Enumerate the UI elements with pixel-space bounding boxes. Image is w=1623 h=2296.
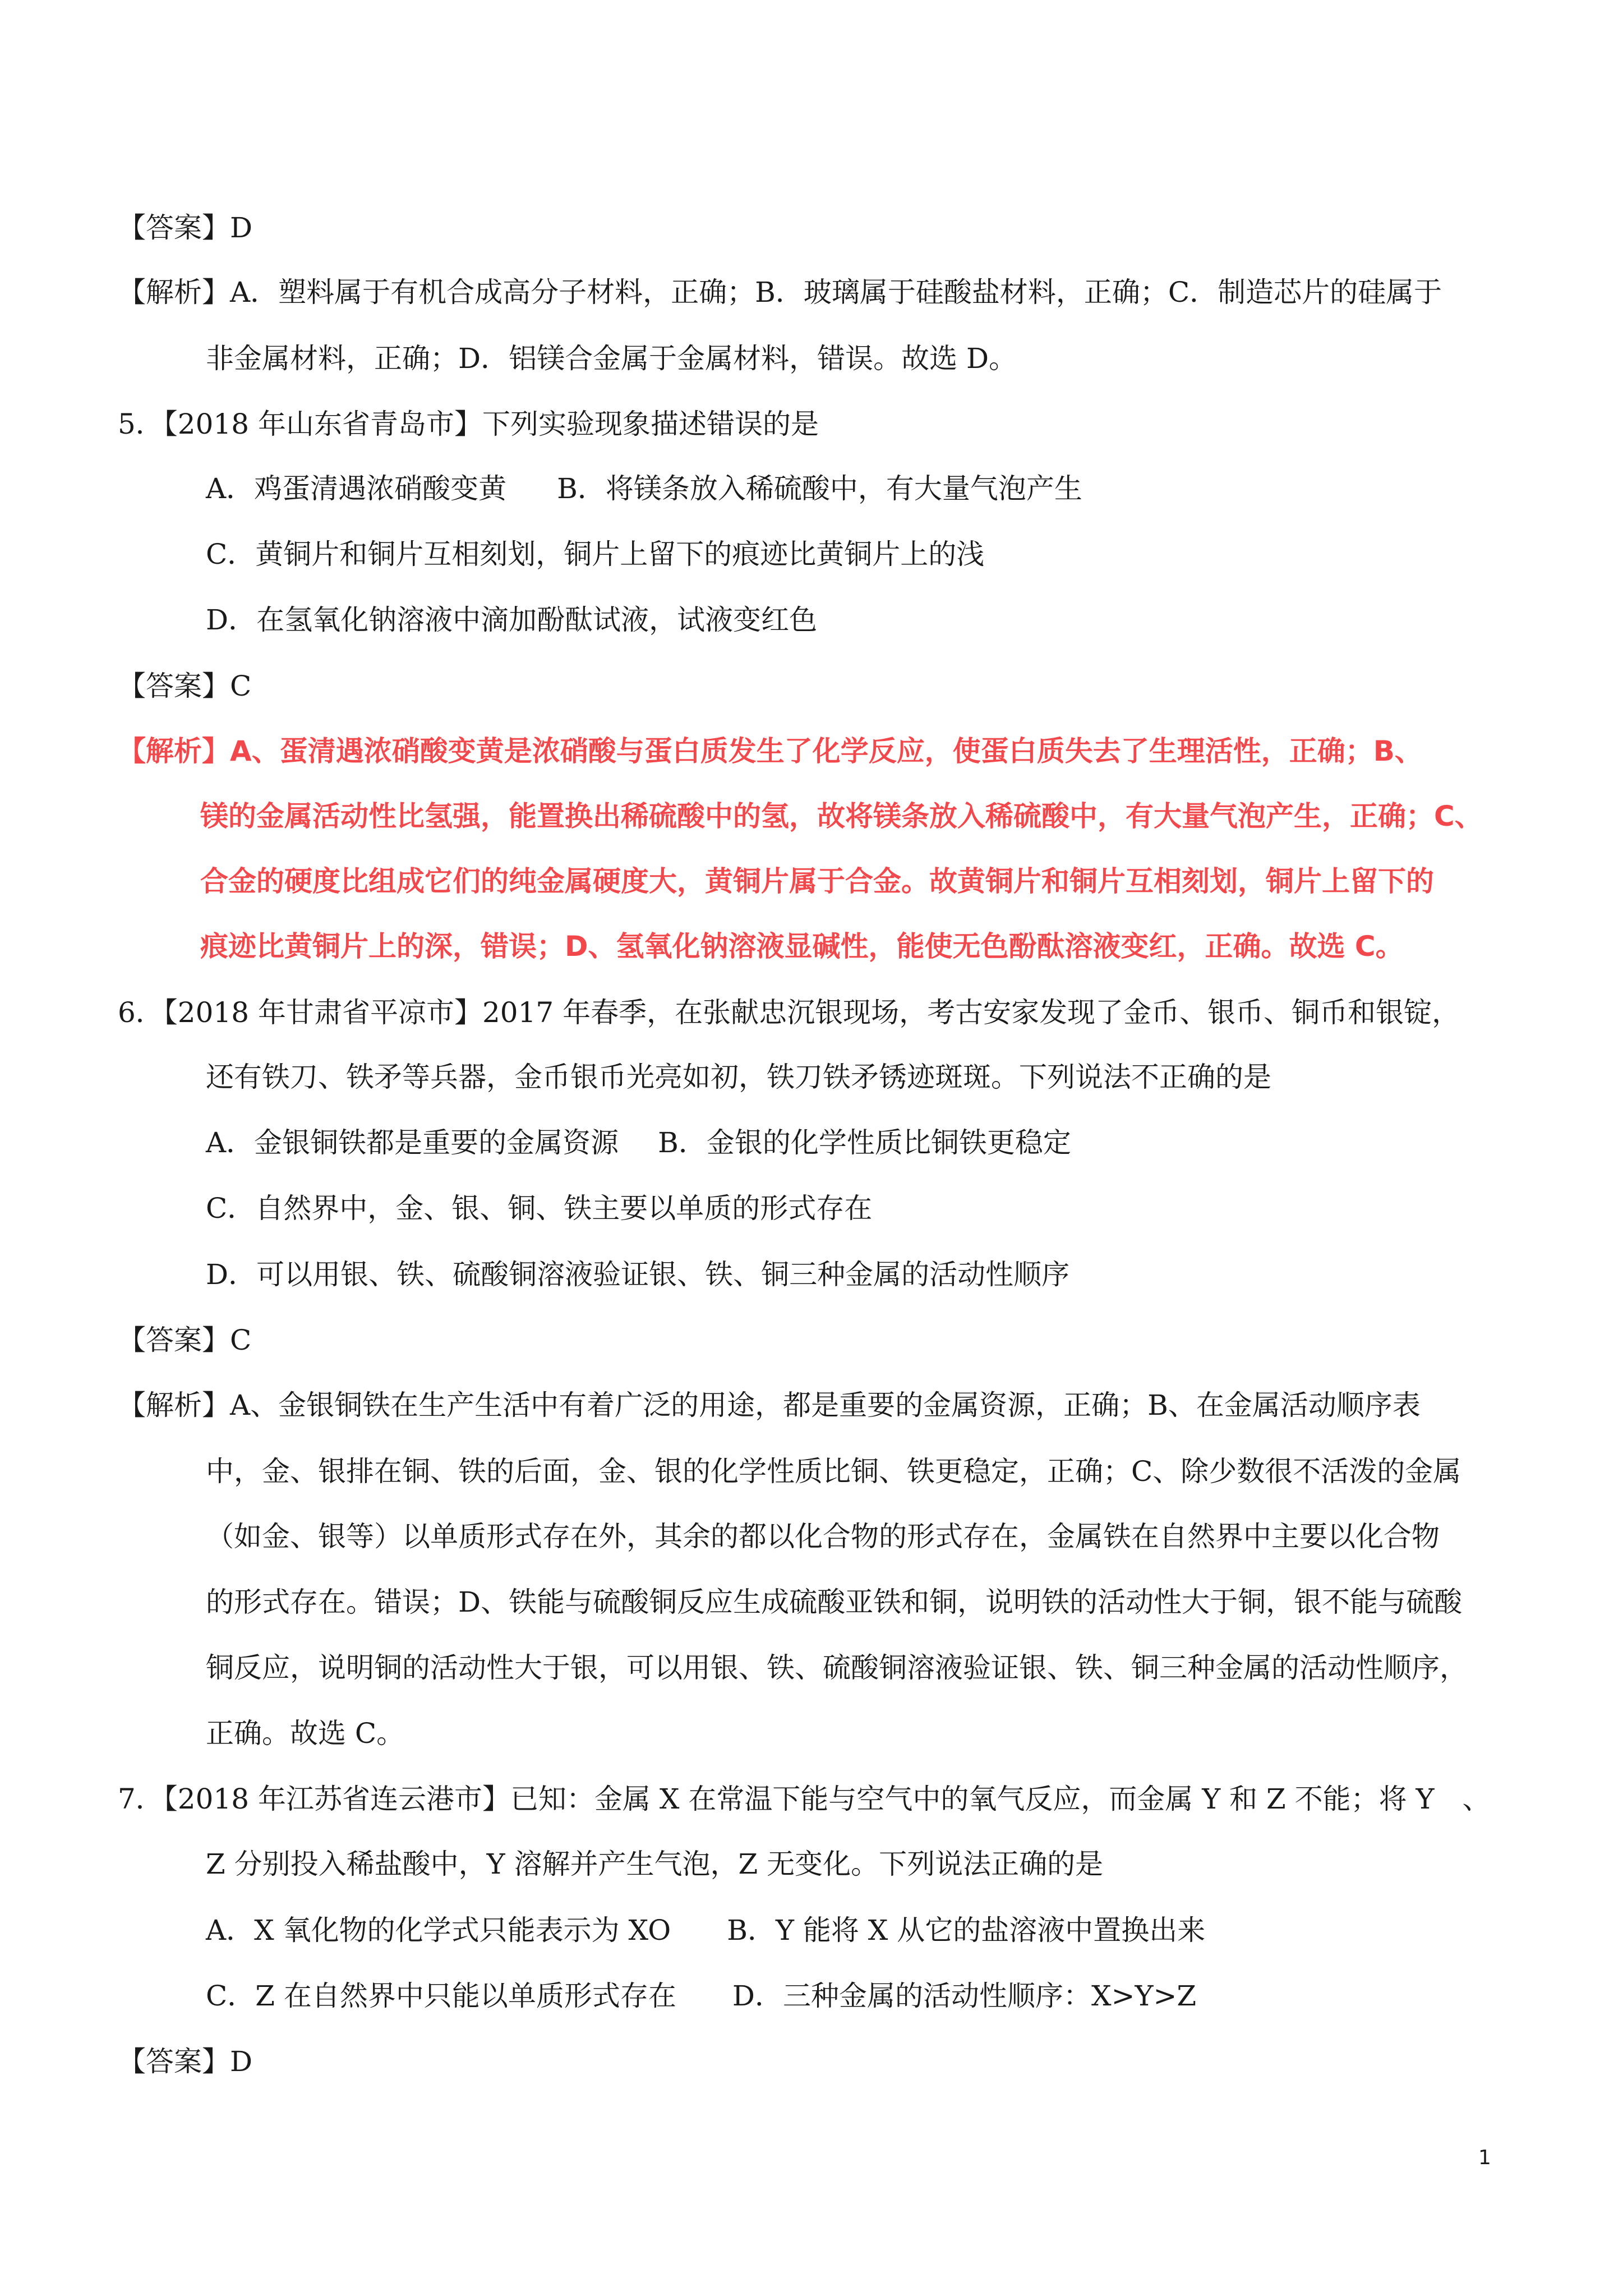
question-6-title-line-2: 还有铁刀、铁矛等兵器，金币银币光亮如初，铁刀铁矛锈迹斑斑。下列说法不正确的是 — [206, 1061, 1271, 1093]
analysis-prev-line-1: 【解析】A．塑料属于有机合成高分子材料，正确；B．玻璃属于硅酸盐材料，正确；C．制造芯片的硅属于 — [118, 276, 1442, 309]
question-7-title-line-2: Z 分别投入稀盐酸中，Y 溶解并产生气泡，Z 无变化。下列说法正确的是 — [206, 1848, 1104, 1880]
question-6-analysis-line-3: （如金、银等）以单质形式存在外，其余的都以化合物的形式存在，金属铁在自然界中主要以化合物 — [206, 1520, 1440, 1553]
question-7-title-line-1: 7．【2018 年江苏省连云港市】已知：金属 X 在常温下能与空气中的氧气反应，而金属 Y 和 Z 不能；将 Y 、 — [118, 1783, 1491, 1815]
question-6-analysis-line-5: 铜反应，说明铜的活动性大于银，可以用银、铁、硫酸铜溶液验证银、铁、铜三种金属的活动性顺序， — [206, 1651, 1468, 1684]
question-5-analysis-line-1: 【解析】A、蛋清遇浓硝酸变黄是浓硝酸与蛋白质发生了化学反应，使蛋白质失去了生理活性，正确；B、 — [118, 735, 1423, 767]
question-7-options-cd — [206, 1982, 1196, 2010]
analysis-prev-line-2: 非金属材料，正确；D．铝镁合金属于金属材料，错误。故选 D。 — [206, 342, 1017, 375]
question-5-option-d: D．在氢氧化钠溶液中滴加酚酞试液，试液变红色 — [206, 604, 818, 636]
question-6-option-c: C．自然界中，金、银、铜、铁主要以单质的形式存在 — [206, 1192, 873, 1225]
question-5-option-a: A．鸡蛋清遇浓硝酸变黄 — [206, 472, 507, 505]
question-6-options-ab — [206, 1126, 1071, 1159]
answer-prev: 【答案】D — [118, 211, 253, 244]
question-5-options-ab — [206, 472, 1082, 505]
question-5-title: 5．【2018 年山东省青岛市】下列实验现象描述错误的是 — [118, 408, 819, 440]
question-6-answer: 【答案】C — [118, 1324, 252, 1356]
question-5-analysis-line-3: 合金的硬度比组成它们的纯金属硬度大，黄铜片属于合金。故黄铜片和铜片互相刻划，铜片上留下的 — [200, 865, 1434, 898]
question-7-option-a: A．X 氧化物的化学式只能表示为 XO — [206, 1914, 671, 1947]
question-5-answer: 【答案】C — [118, 670, 252, 702]
question-5-analysis-line-2: 镁的金属活动性比氢强，能置换出稀硫酸中的氢，故将镁条放入稀硫酸中，有大量气泡产生，正确；C、 — [200, 800, 1483, 832]
question-6-analysis-line-6: 正确。故选 C。 — [206, 1717, 405, 1750]
page-number: 1 — [1478, 2146, 1491, 2169]
question-7-options-ab — [206, 1914, 1206, 1947]
question-5-analysis-line-4: 痕迹比黄铜片上的深，错误；D、氢氧化钠溶液显碱性，能使无色酚酞溶液变红，正确。故选 C。 — [200, 930, 1404, 963]
question-6-analysis-line-2: 中，金、银排在铜、铁的后面，金、银的化学性质比铜、铁更稳定，正确；C、除少数很不活泼的金属 — [206, 1455, 1461, 1488]
question-5-option-c: C．黄铜片和铜片互相刻划，铜片上留下的痕迹比黄铜片上的浅 — [206, 538, 985, 570]
question-7-answer: 【答案】D — [118, 2045, 253, 2078]
question-7-option-b: B．Y 能将 X 从它的盐溶液中置换出来 — [727, 1914, 1206, 1947]
question-7-option-d: D．三种金属的活动性顺序：X>Y>Z — [732, 1980, 1197, 2012]
question-6-option-b: B．金银的化学性质比铜铁更稳定 — [658, 1126, 1071, 1159]
question-6-analysis-line-1: 【解析】A、金银铜铁在生产生活中有着广泛的用途，都是重要的金属资源，正确；B、在金属活动顺序表 — [118, 1389, 1421, 1421]
question-5-option-b: B．将镁条放入稀硫酸中，有大量气泡产生 — [557, 472, 1082, 505]
question-6-analysis-line-4: 的形式存在。错误；D、铁能与硫酸铜反应生成硫酸亚铁和铜，说明铁的活动性大于铜，银不能与硫酸 — [206, 1586, 1463, 1618]
question-6-title-line-1: 6．【2018 年甘肃省平凉市】2017 年春季，在张献忠沉银现场，考古安家发现了金币、银币、铜币和银锭， — [118, 996, 1460, 1029]
question-6-option-a: A．金银铜铁都是重要的金属资源 — [206, 1126, 619, 1159]
question-6-option-d: D．可以用银、铁、硫酸铜溶液验证银、铁、铜三种金属的活动性顺序 — [206, 1258, 1070, 1291]
question-7-option-c: C．Z 在自然界中只能以单质形式存在 — [206, 1980, 676, 2012]
